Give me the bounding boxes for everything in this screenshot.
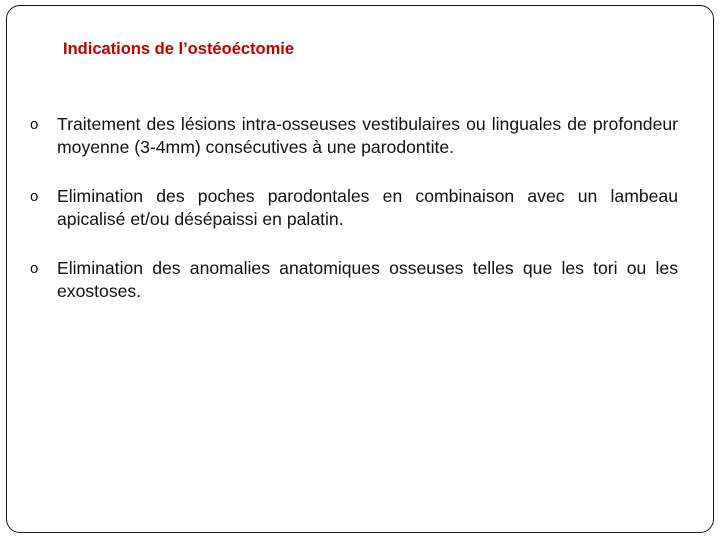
bullet-item xyxy=(30,113,678,159)
bullet-marker: o xyxy=(30,260,39,277)
bullet-text: Traitement des lésions intra-osseuses vestibulaires ou linguales de profondeur moyenne (3-4mm) consécutives à une parodontite. xyxy=(57,114,678,157)
bullet-marker: o xyxy=(30,188,39,205)
bullet-marker: o xyxy=(30,116,39,133)
slide-title: Indications de l’ostéoéctomie xyxy=(63,40,295,58)
bullet-text: Elimination des poches parodontales en combinaison avec un lambeau apicalisé et/ou désépaissi en palatin. xyxy=(57,186,678,229)
bullet-item xyxy=(30,185,678,231)
bullet-item xyxy=(30,257,678,303)
bullet-text: Elimination des anomalies anatomiques osseuses telles que les tori ou les exostoses. xyxy=(57,258,678,301)
bullet-list xyxy=(30,113,678,329)
